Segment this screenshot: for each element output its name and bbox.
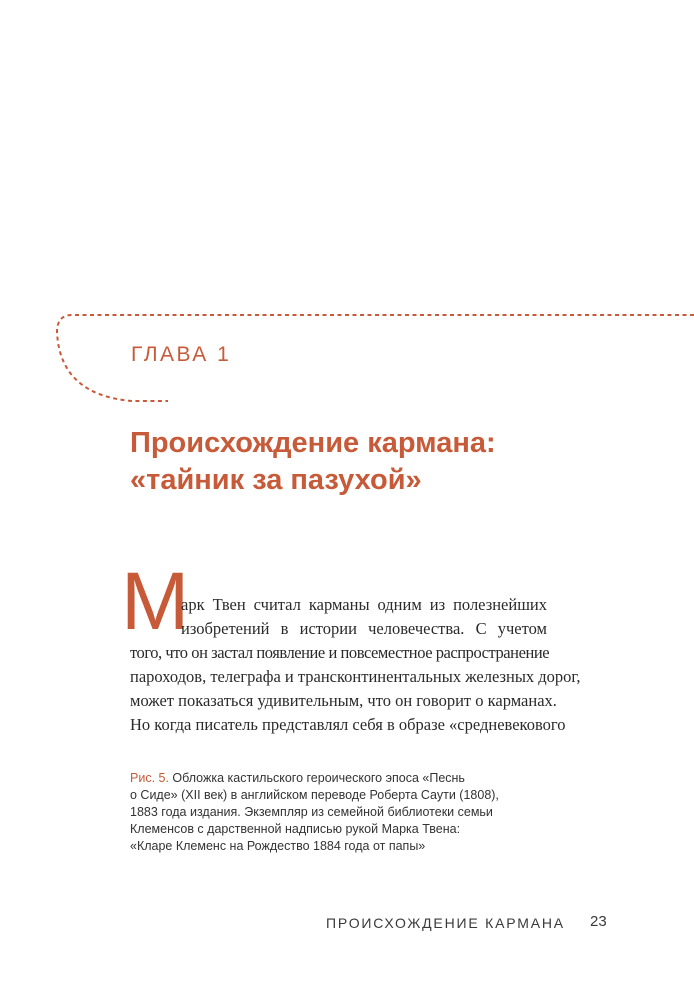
caption-line: о Сиде» (XII век) в английском переводе Роберта Саути (1808),: [130, 788, 499, 802]
body-text-line: пароходов, телеграфа и трансконтинентальных железных дорог,: [130, 667, 581, 686]
body-text-line: арк Твен считал карманы одним из полезнейших: [181, 595, 547, 614]
body-text-line: может показаться удивительным, что он говорит о карманах.: [130, 691, 557, 710]
chapter-title-line-1: Происхождение кармана:: [130, 427, 496, 459]
chapter-label: ГЛАВА 1: [131, 343, 232, 366]
body-text-line: того, что он застал появление и повсеместное распространение: [130, 643, 550, 662]
body-text-line: Но когда писатель представлял себя в образе «средневекового: [130, 715, 566, 734]
drop-cap: М: [121, 556, 190, 647]
chapter-title-line-2: «тайник за пазухой»: [130, 464, 422, 496]
body-text-line: изобретений в истории человечества. С учетом: [181, 619, 547, 638]
page-number: 23: [590, 913, 607, 930]
chapter-title: [130, 425, 590, 499]
caption-line: 1883 года издания. Экземпляр из семейной библиотеки семьи: [130, 805, 493, 819]
figure-caption: [130, 770, 550, 855]
caption-line: [130, 770, 550, 787]
figure-label: Рис. 5.: [130, 771, 169, 785]
running-head: ПРОИСХОЖДЕНИЕ КАРМАНА: [326, 915, 565, 931]
caption-text: Обложка кастильского героического эпоса «Песнь: [168, 771, 465, 785]
caption-line: Клеменсов с дарственной надписью рукой Марка Твена:: [130, 822, 461, 836]
caption-line: «Кларе Клеменс на Рождество 1884 года от папы»: [130, 839, 426, 853]
